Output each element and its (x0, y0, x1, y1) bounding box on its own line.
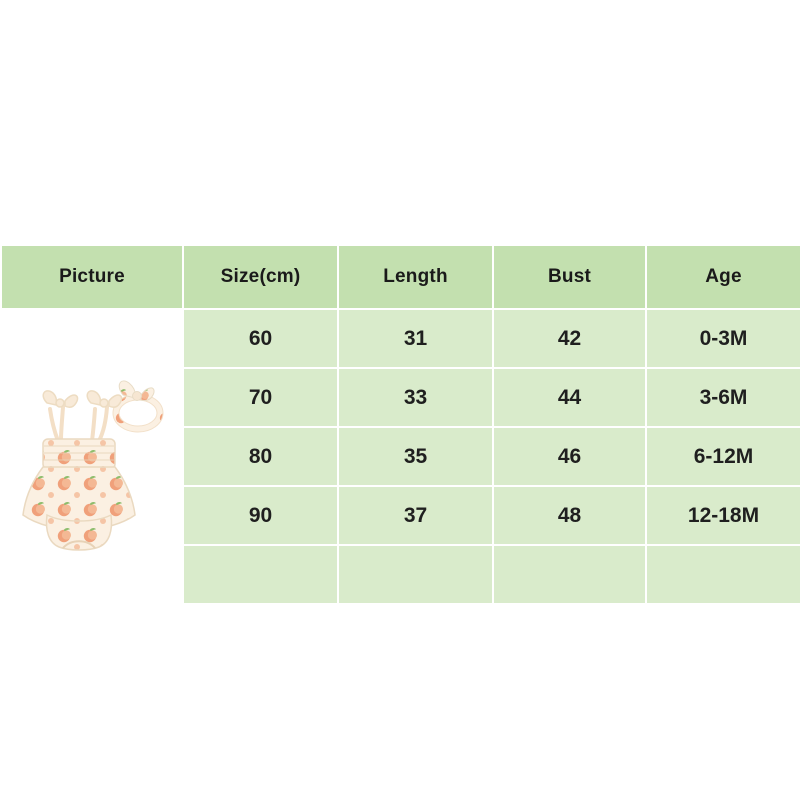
cell-spacer-bust (493, 545, 646, 604)
column-header-age: Age (646, 245, 800, 309)
cell-bust: 44 (493, 368, 646, 427)
cell-length: 35 (338, 427, 493, 486)
column-header-picture: Picture (1, 245, 183, 309)
cell-length: 37 (338, 486, 493, 545)
table-body (1, 309, 800, 604)
size-chart-table (0, 244, 800, 605)
cell-age: 0-3M (646, 309, 800, 368)
cell-age: 3-6M (646, 368, 800, 427)
cell-size: 60 (183, 309, 338, 368)
column-header-bust: Bust (493, 245, 646, 309)
cell-spacer-age (646, 545, 800, 604)
column-header-length: Length (338, 245, 493, 309)
product-image-cell (1, 309, 183, 604)
cell-length: 31 (338, 309, 493, 368)
table-header-row (1, 245, 800, 309)
cell-size: 90 (183, 486, 338, 545)
cell-length: 33 (338, 368, 493, 427)
cell-bust: 42 (493, 309, 646, 368)
bodice-graphic (43, 439, 115, 469)
cell-size: 80 (183, 427, 338, 486)
headband-graphic (116, 380, 160, 428)
romper-bottom-graphic (47, 515, 112, 550)
table-header (1, 245, 800, 309)
cell-spacer-size (183, 545, 338, 604)
cell-age: 6-12M (646, 427, 800, 486)
bow-graphic (43, 390, 121, 406)
cell-size: 70 (183, 368, 338, 427)
shoulder-straps-graphic (50, 407, 107, 441)
product-image (3, 343, 181, 571)
cell-bust: 46 (493, 427, 646, 486)
column-header-size: Size(cm) (183, 245, 338, 309)
cell-bust: 48 (493, 486, 646, 545)
cell-age: 12-18M (646, 486, 800, 545)
table-row (1, 309, 800, 368)
cell-spacer-length (338, 545, 493, 604)
